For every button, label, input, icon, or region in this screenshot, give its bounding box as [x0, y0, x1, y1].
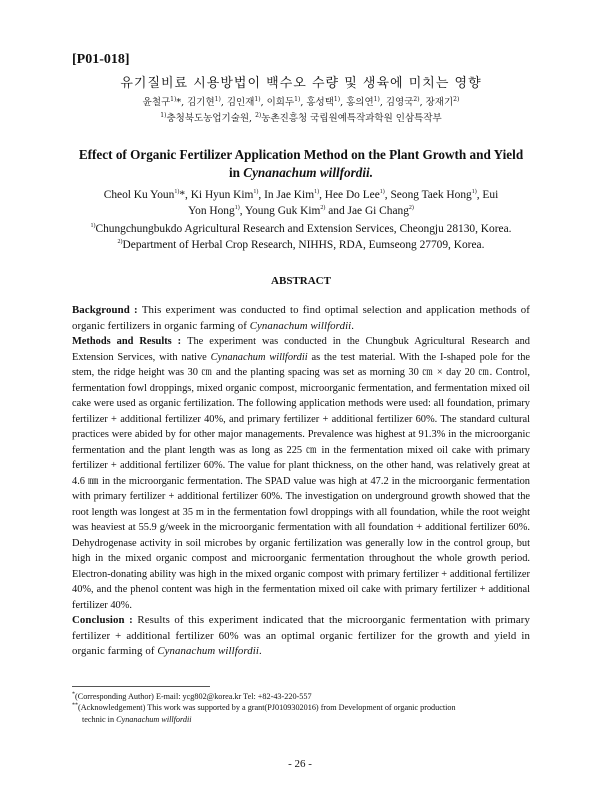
corr-text: (Corresponding Author) E-mail: ycg802@korea.kr Tel: +82-43-220-557 [75, 691, 312, 701]
footnote-divider [72, 686, 210, 687]
korean-authors: 윤철구$^{1)}$*, 김기현$^{1)}$, 김인재$^{1)}$, 이희두$^{1)}$, 홍성택$^{1)}$, 홍의연$^{1)}$, 김영국$^{2)}$, 장재기$^{2)}$ [142, 95, 460, 108]
methods-label: Methods and Results : [72, 336, 188, 347]
ack-mark: ** [72, 702, 78, 709]
ack-line2-pre: technic in [82, 714, 117, 724]
background-species: Cynanachum willfordii [249, 319, 352, 332]
ack-species: Cynanachum willfordii [116, 714, 192, 724]
korean-title: 유기질비료 시용방법이 백수오 수량 및 생육에 미치는 영향 [120, 76, 482, 91]
abstract-background [72, 303, 530, 334]
english-authors-line2: Yon Hong$^{1)}$, Young Guk Kim$^{2)}$ and Jae Gi Chang$^{2)}$ [188, 205, 414, 217]
conclusion-species: Cynanachum willfordii [157, 645, 259, 657]
korean-affiliations: $^{1)}$충청북도농업기술원, $^{2)}$농촌진흥청 국립원예특작과학원 인삼특작부 [160, 111, 442, 124]
paper-page [72, 52, 530, 725]
english-authors [72, 187, 530, 219]
conclusion-label: Conclusion : [72, 614, 138, 626]
background-label: Background : [72, 304, 142, 316]
english-title [72, 146, 530, 182]
ack-line1: (Acknowledgement) This work was supported by a grant(PJ0109302016) from Development of organic production [78, 703, 456, 712]
corr-mark: * [72, 690, 75, 697]
methods-text-2: as the test material. With the I-shaped pole for the stem, the ridge height was 30 ㎝ and the planting spacing was set as morning 30 ㎝ × day 20 ㎝. Control, fermentation fowl droppings, mixed organic compost, microorganic fermentation, and fermentation mixed oil cake were used as organic fertilization. The following application methods were used: all foundation, primary fertilizer + additional fertilizer 40%, and primary fertilizer + additional fertilizer 60%. The standard cultural practices were abided by for other major managements. Prevalence was highest at 91.3% in the microorganic fermentation and the plant length was as long as 225 ㎝ in the fermentation mixed oil cake with primary fertilizer + additional fertilizer 60%. The value for plant thickness, on the other hand, was relatively great at 4.6 ㎜ in the microorganic fermentation. The SPAD value was high at 47.2 in the microorganic fermentation with primary fertilizer + additional fertilizer 60%. The investigation on underground growth showed that the root length was longest at 35 m in the fermentation fowl droppings with all foundation, while the root weight was heaviest at 55.9 g/week in the microorganic fermentation with all foundation + additional fertilizer 60%. Dehydrogenase activity in soil microbes by organic fertilization was generally low in the control group, but high in the mixed organic compost and microorganic fermentation throughout the whole growth period. Electron-donating ability was high in the mixed organic compost with primary fertilizer + additional fertilizer 40%, and the phenol content was high in the fermentation mixed oil cake with primary fertilizer + additional fertilizer 40%. [72, 351, 531, 611]
methods-text-1: The experiment was conducted in the Chungbuk Agricultural Research and Extension Services, with native [72, 336, 531, 363]
english-authors-line1: Cheol Ku Youn$^{1)}$*, Ki Hyun Kim$^{1)}$, In Jae Kim$^{1)}$, Hee Do Lee$^{1)}$, Seong Taek Hong$^{1)}$, Eui [103, 189, 499, 201]
english-title-main: Effect of Organic Fertilizer Application Method on the Plant Growth and Yield in [78, 147, 524, 180]
paper-code: [P01-018] [72, 52, 130, 67]
page-number: - 26 - [288, 758, 312, 770]
background-text: This experiment was conducted to find optimal selection and application methods of organic fertilizers in organic farming of [72, 304, 530, 332]
abstract-conclusion [72, 613, 530, 660]
abstract-heading: ABSTRACT [271, 275, 331, 287]
abstract-methods [72, 334, 530, 613]
ack-line2 [72, 714, 530, 726]
english-title-species: Cynanachum willfordii. [243, 165, 373, 180]
english-affiliation-1: $^{1)}$Chungchungbukdo Agricultural Research and Extension Services, Cheongju 28130, Korea. [90, 223, 512, 235]
footnote-corresponding [72, 691, 530, 703]
conclusion-end: . [258, 645, 262, 657]
conclusion-text: Results of this experiment indicated that the microorganic fermentation with primary fertilizer + additional fertilizer 60% was an optimal organic fertilizer for the growth and yield in organic farming of [72, 614, 530, 657]
methods-species: Cynanachum willfordii [210, 351, 308, 363]
background-end: . [351, 319, 355, 332]
english-affiliation-2: $^{2)}$Department of Herbal Crop Research, NIHHS, RDA, Eumseong 27709, Korea. [117, 239, 485, 251]
footnote-acknowledgement [72, 702, 530, 725]
